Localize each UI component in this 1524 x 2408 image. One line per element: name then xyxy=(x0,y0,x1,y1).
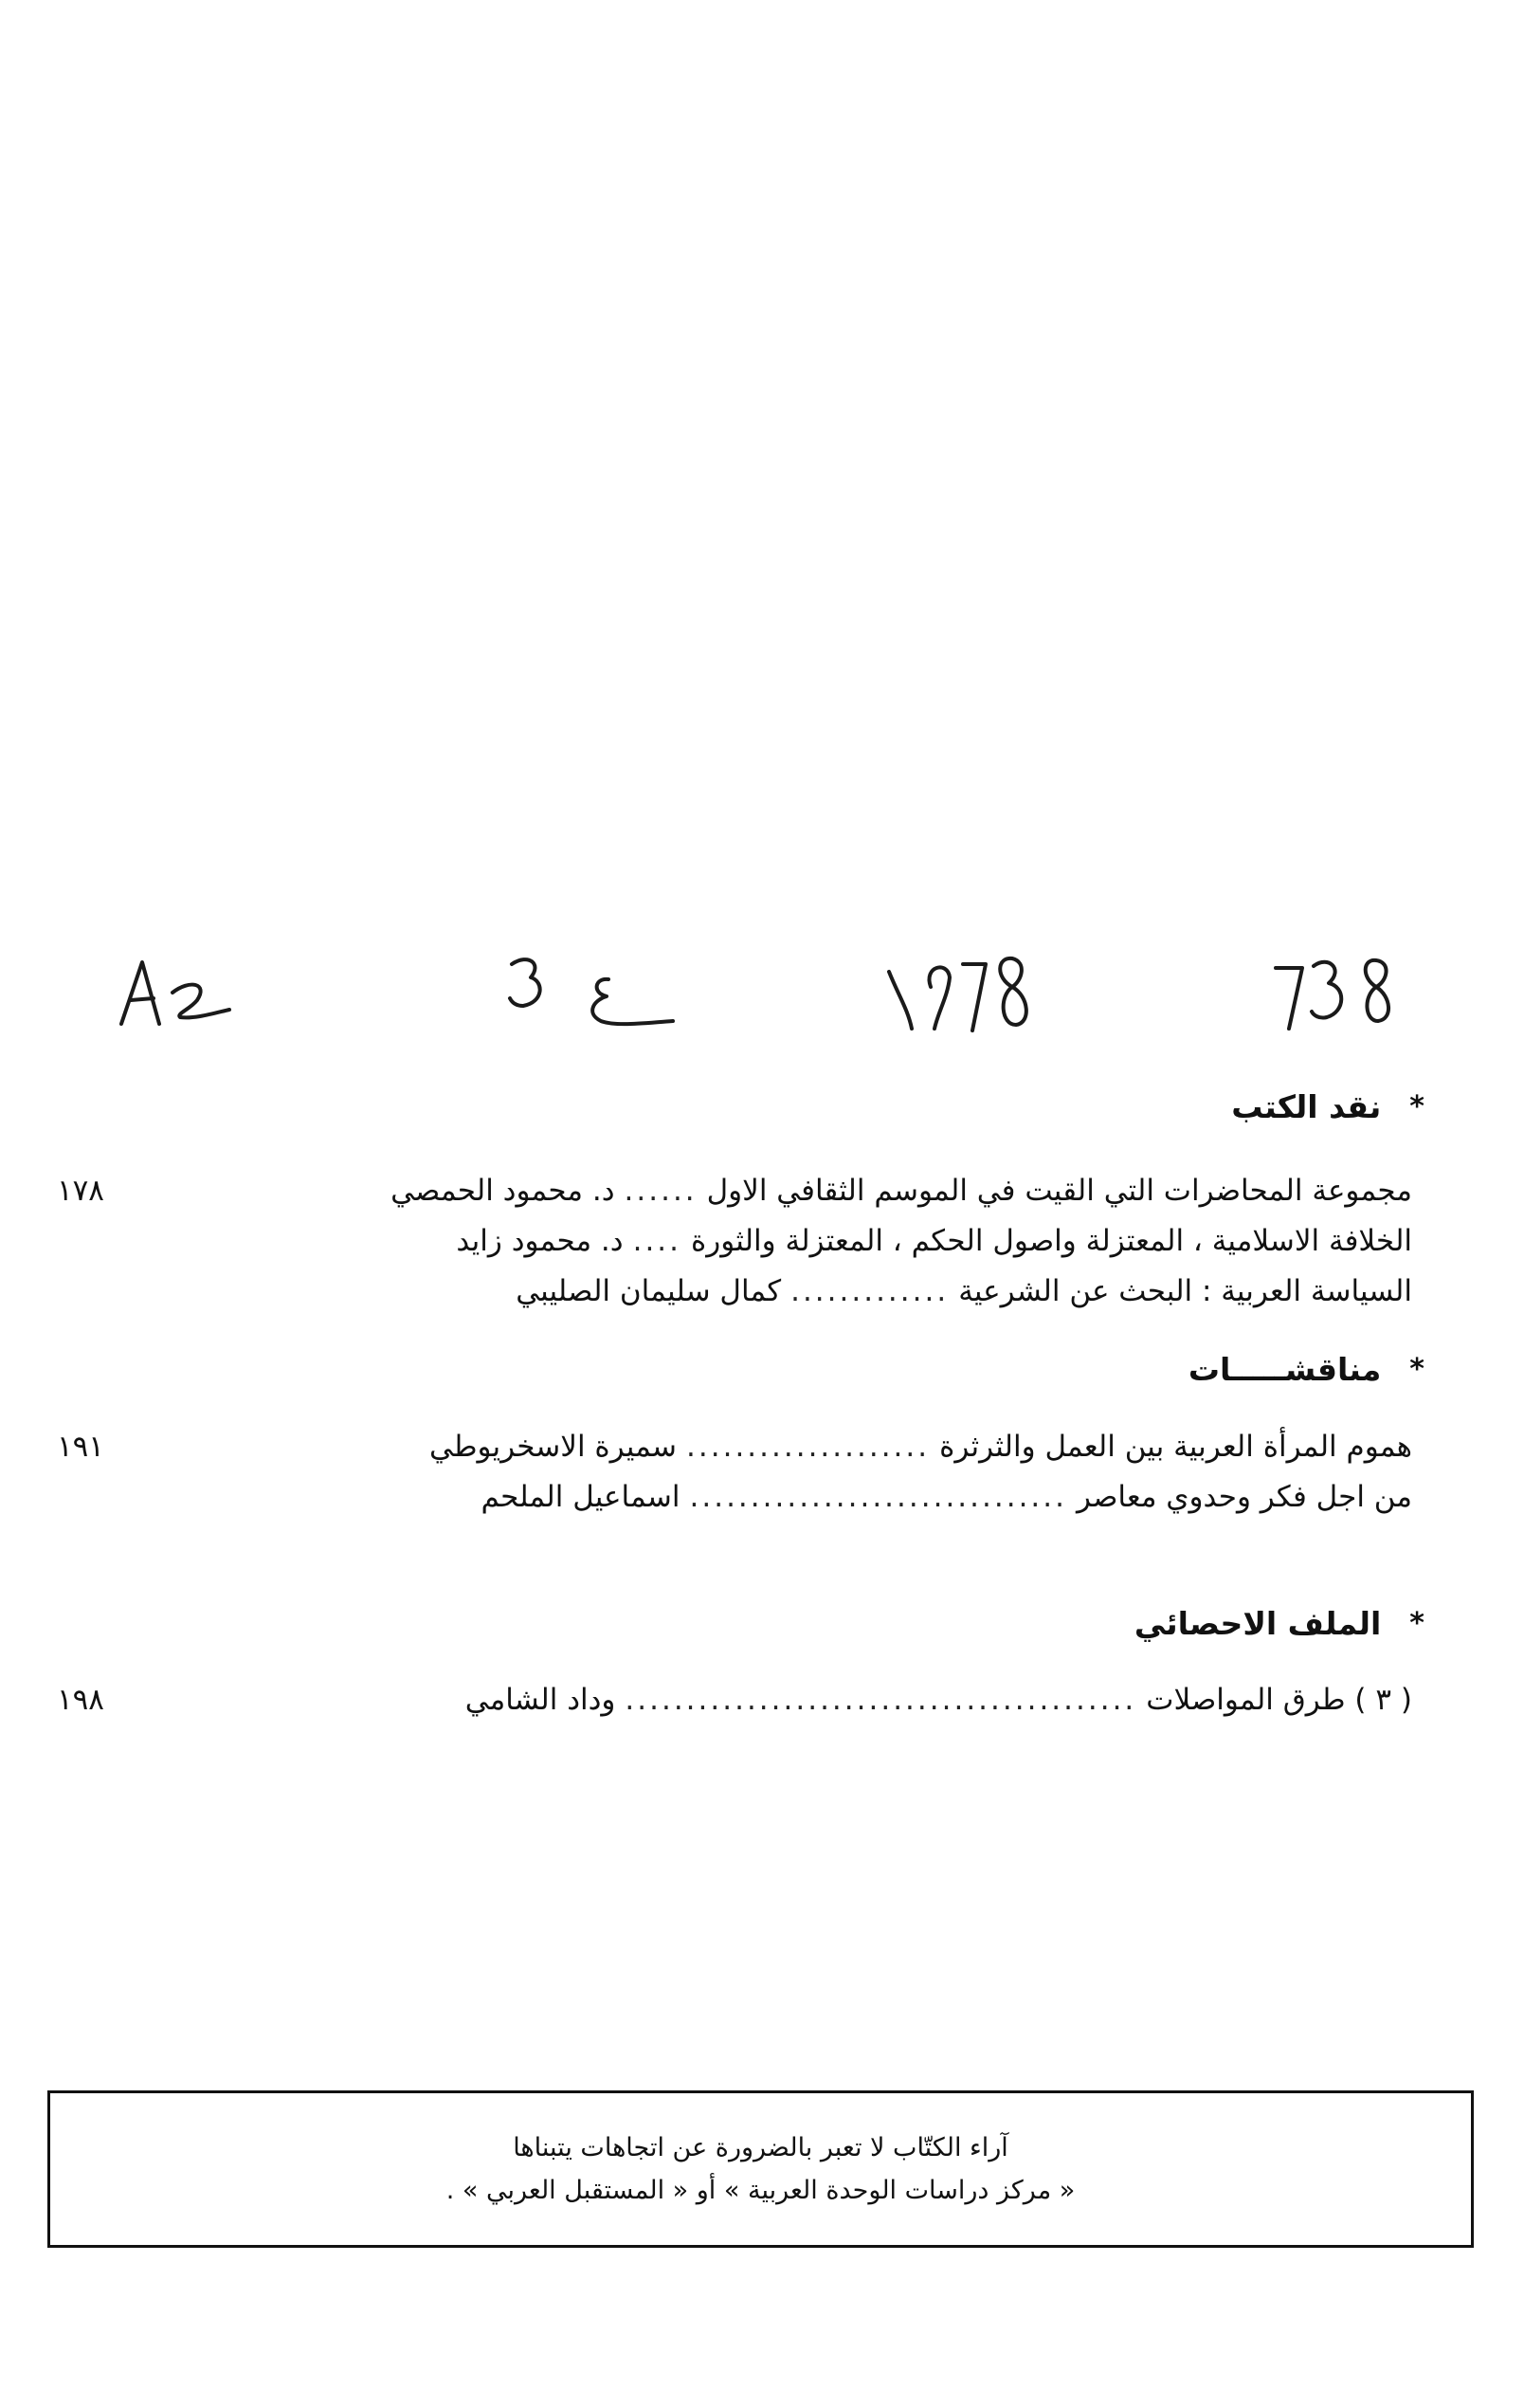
handwritten-ref-b xyxy=(502,943,682,1048)
entry-title: هموم المرأة العربية بين العمل والثرثرة xyxy=(939,1430,1412,1464)
toc-entry[interactable] xyxy=(57,1480,1412,1529)
bullet-star: * xyxy=(1409,1607,1424,1640)
section-title: الملف الاحصائي xyxy=(1134,1605,1382,1642)
section-heading-book-reviews xyxy=(1231,1088,1424,1125)
entry-title: من اجل فكر وحدوي معاصر xyxy=(1077,1480,1412,1514)
entry-title: ( ٣ ) طرق المواصلات xyxy=(1146,1683,1412,1717)
entry-author: د. محمود الحمصي xyxy=(390,1174,615,1208)
section-heading-discussions xyxy=(1188,1351,1424,1388)
handwritten-number xyxy=(1270,943,1403,1048)
leader-dots: .................... xyxy=(686,1430,931,1464)
page-number: ١٩١ xyxy=(57,1430,104,1464)
entry-author: د. محمود زايد xyxy=(456,1224,624,1258)
entry-title: السياسة العربية : البحث عن الشرعية xyxy=(958,1274,1412,1308)
section-title: مناقشـــــات xyxy=(1188,1351,1382,1388)
leader-dots: .... xyxy=(632,1224,682,1258)
entry-author: وداد الشامي xyxy=(464,1683,616,1717)
bullet-star: * xyxy=(1409,1353,1424,1386)
entry-title: مجموعة المحاضرات التي القيت في الموسم الثقافي الاول xyxy=(706,1174,1412,1208)
leader-dots: ............. xyxy=(790,1274,950,1308)
leader-dots: ...... xyxy=(624,1174,698,1208)
leader-dots: .......................................... xyxy=(625,1683,1137,1717)
handwritten-ref-a xyxy=(114,943,237,1048)
handwritten-year xyxy=(881,943,1033,1048)
disclaimer-line-1: آراء الكتّاب لا تعبر بالضرورة عن اتجاهات يتبناها xyxy=(513,2133,1008,2162)
section-heading-statistical-file xyxy=(1134,1605,1424,1642)
entry-author: اسماعيل الملحم xyxy=(481,1480,680,1514)
leader-dots: ............................... xyxy=(689,1480,1067,1514)
page-number: ١٩٨ xyxy=(57,1683,104,1717)
entry-author: سميرة الاسخريوطي xyxy=(429,1430,678,1464)
disclaimer-box xyxy=(47,2090,1474,2248)
entry-title: الخلافة الاسلامية ، المعتزلة واصول الحكم ، المعتزلة والثورة xyxy=(691,1224,1412,1258)
toc-entry[interactable] xyxy=(57,1224,1412,1273)
entry-author: كمال سليمان الصليبي xyxy=(516,1274,782,1308)
bullet-star: * xyxy=(1409,1090,1424,1123)
toc-entry[interactable] xyxy=(57,1174,1412,1223)
toc-entry[interactable] xyxy=(57,1274,1412,1323)
toc-entry[interactable] xyxy=(57,1430,1412,1479)
section-title: نقد الكتب xyxy=(1231,1088,1382,1125)
toc-entry[interactable] xyxy=(57,1683,1412,1732)
page-number: ١٧٨ xyxy=(57,1174,104,1208)
disclaimer-line-2: « مركز دراسات الوحدة العربية » أو « المستقبل العربي » . xyxy=(445,2176,1076,2205)
